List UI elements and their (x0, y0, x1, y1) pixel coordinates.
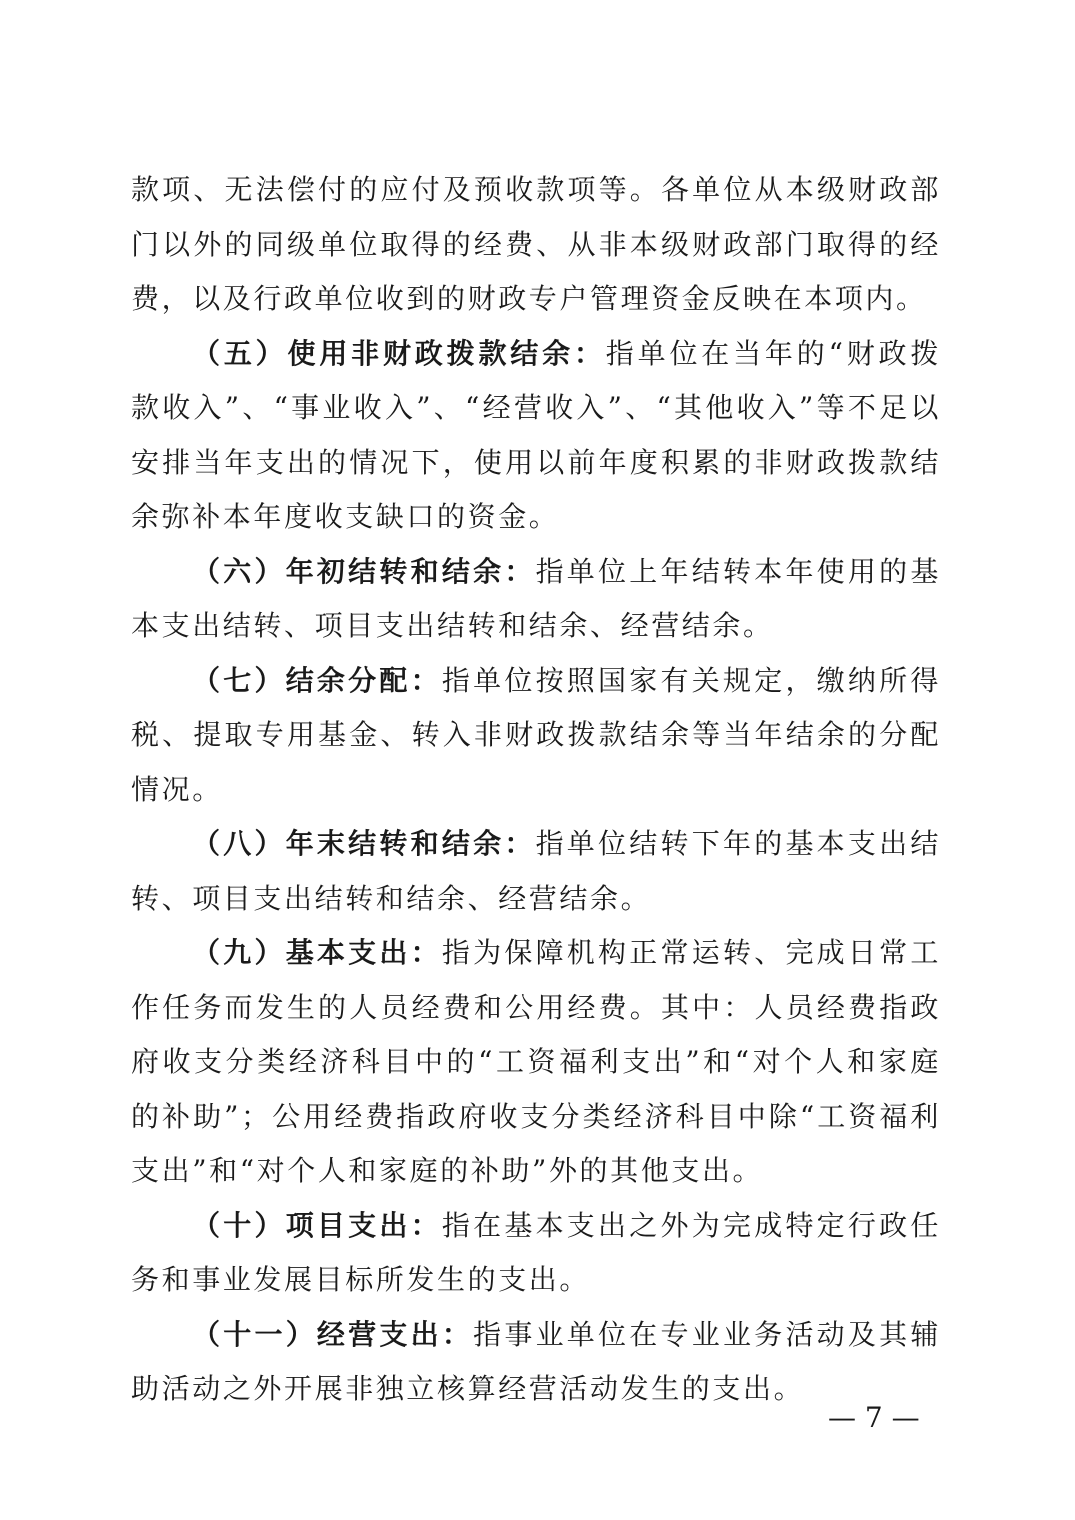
term-heading: （十一）经营支出： (192, 1317, 474, 1351)
term-heading: （十）项目支出： (192, 1208, 442, 1242)
continuation-paragraph: 款项、无法偿付的应付及预收款项等。各单位从本级财政部门以外的同级单位取得的经费、从非本级财政部门取得的经费，以及行政单位收到的财政专户管理资金反映在本项内。 (131, 173, 941, 315)
term-heading: （五）使用非财政拨款结余： (192, 336, 606, 370)
term-definition: 指在基本支出之外为完成特定行政任务和事业发展目标所发生的支出。 (131, 1208, 941, 1296)
paragraph-item-11 (131, 1308, 941, 1417)
term-definition: 指单位上年结转本年使用的基本支出结转、项目支出结转和结余、经营结余。 (131, 554, 941, 642)
term-definition: 指单位按照国家有关规定，缴纳所得税、提取专用基金、转入非财政拨款结余等当年结余的分配情况。 (131, 663, 941, 806)
paragraph-item-8 (131, 817, 941, 926)
term-definition: 指单位在当年的“财政拨款收入”、“事业收入”、“经营收入”、“其他收入”等不足以安排当年支出的情况下，使用以前年度积累的非财政拨款结余弥补本年度收支缺口的资金。 (131, 336, 941, 533)
page-number: — 7 — (828, 1401, 920, 1434)
paragraph-item-5 (131, 327, 941, 545)
term-definition: 指单位结转下年的基本支出结转、项目支出结转和结余、经营结余。 (131, 827, 941, 915)
term-heading: （九）基本支出： (192, 936, 442, 969)
body-text (131, 163, 941, 1417)
term-definition: 指事业单位在专业业务活动及其辅助活动之外开展非独立核算经营活动发生的支出。 (131, 1317, 941, 1405)
paragraph-item-7 (131, 654, 941, 818)
term-heading: （八）年末结转和结余： (192, 827, 536, 860)
term-definition: 指为保障机构正常运转、完成日常工作任务而发生的人员经费和公用经费。其中：人员经费指政府收支分类经济科目中的“工资福利支出”和“对个人和家庭的补助”；公用经费指政府收支分类经济科目中除“工资福利支出”和“对个人和家庭的补助”外的其他支出。 (131, 936, 941, 1187)
term-heading: （六）年初结转和结余： (192, 554, 536, 588)
paragraph-item-9 (131, 926, 941, 1199)
term-heading: （七）结余分配： (192, 663, 442, 697)
paragraph-item-10 (131, 1199, 941, 1308)
paragraph-item-6 (131, 545, 941, 654)
